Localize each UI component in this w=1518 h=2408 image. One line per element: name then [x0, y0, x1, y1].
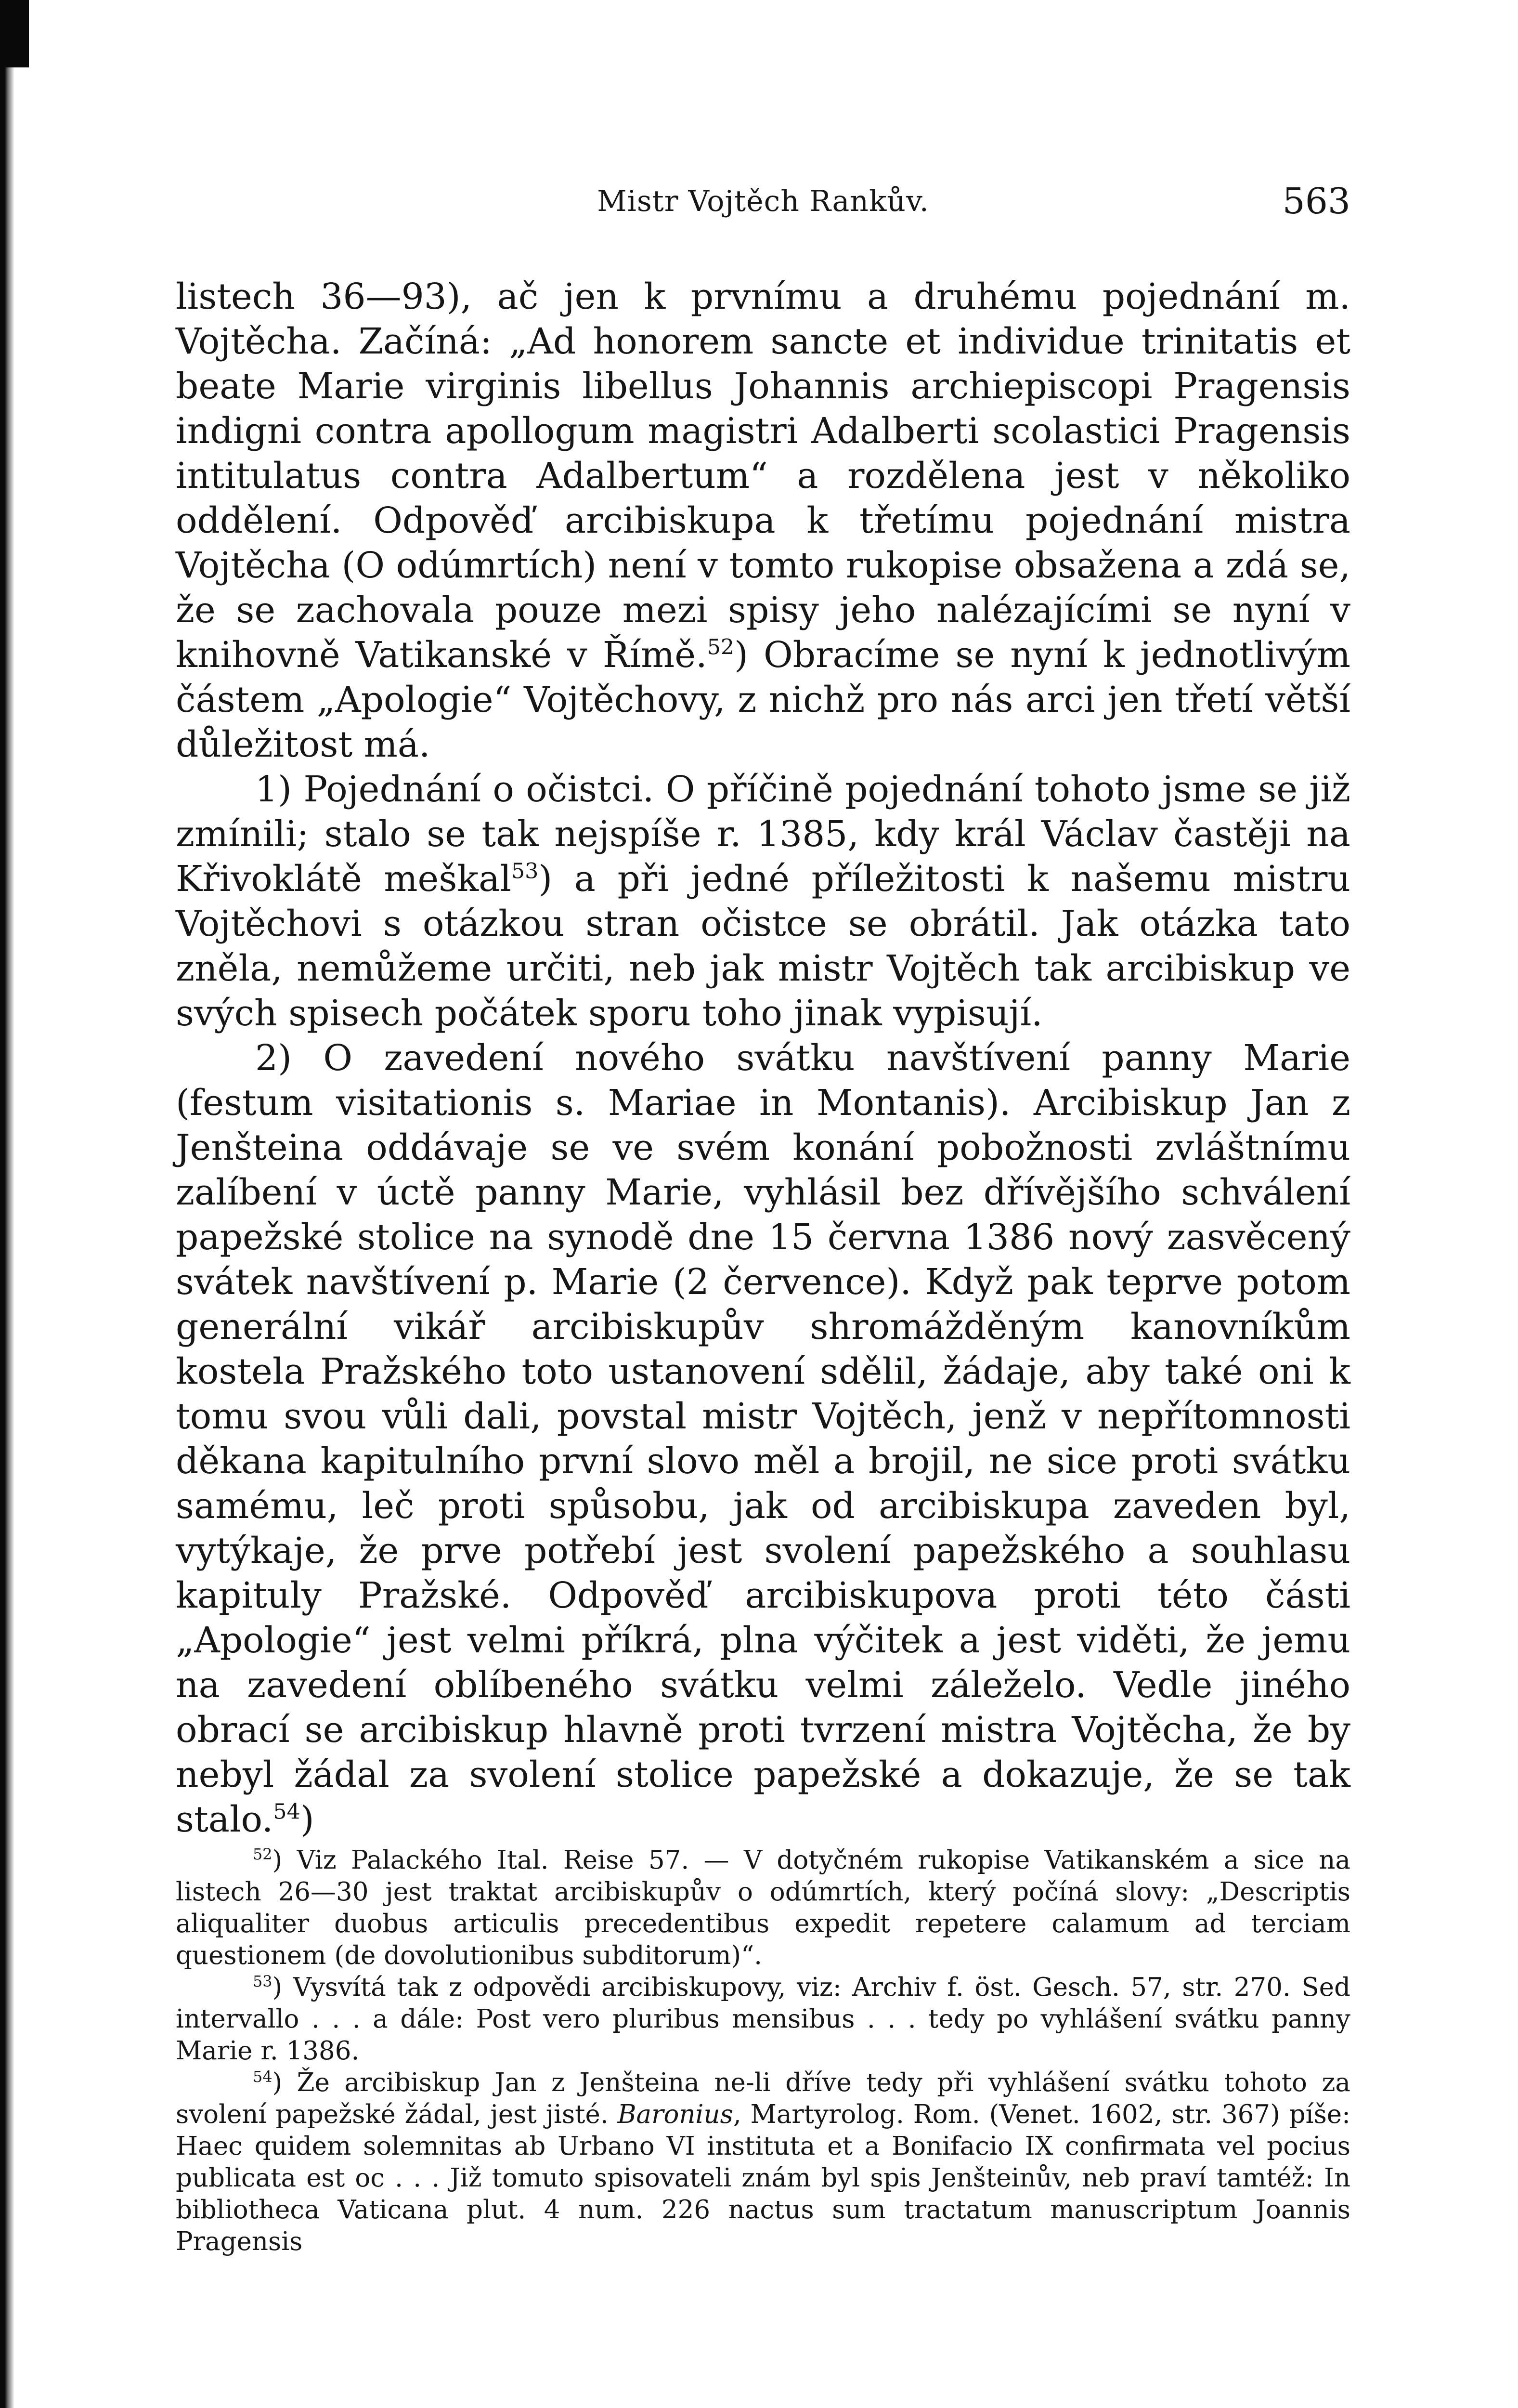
footnote-54 — [176, 2067, 1350, 2258]
footnote-number: 52 — [253, 1845, 272, 1863]
footnote-ref: 52 — [707, 635, 735, 660]
footnote-number: 53 — [253, 1972, 272, 1990]
footnote-number: 54 — [253, 2068, 272, 2086]
footnote-text: , Martyrolog. Rom. (Venet. 1602, str. 367) píše: Haec quidem solemnitas ab Urbano VI instituta et a Bonifacio IX confirmata vel pocius publicata est oc . . . Již tomuto spisovateli znám byl spis Jenšteinův, neb praví tamtéž: In bibliotheca Vaticana plut. 4 num. 226 nactus sum tractatum manuscriptum Joannis Pragensis — [176, 2100, 1350, 2256]
scan-edge — [0, 0, 14, 2408]
paragraph-text: listech 36—93), ač jen k prvnímu a druhému pojednání m. Vojtěcha. Začíná: „Ad honorem sancte et individue trinitatis et beate Marie virginis libellus Johannis archiepiscopi Pragensis indigni contra apollogum magistri Adalberti scolastici Pragensis intitulatus contra Adalbertum“ a rozdělena jest v několiko oddělení. Odpověď arcibiskupa k třetímu pojednání mistra Vojtěcha (O odúmrtích) není v tomto rukopise obsažena a zdá se, že se zachovala pouze mezi spisy jeho nalézajícími se nyní v knihovně Vatikanské v Římě. — [176, 276, 1350, 676]
footnote-52 — [176, 1845, 1350, 1972]
footnote-text: ) Vysvítá tak z odpovědi arcibiskupovy, viz: Archiv f. öst. Gesch. 57, str. 270. Sed intervallo . . . a dále: Post vero pluribus mensibus . . . tedy po vyhlášení svátku panny Marie r. 1386. — [176, 1973, 1350, 2066]
footnote-ref: 53 — [511, 859, 539, 884]
scan-edge-corner — [0, 0, 29, 67]
paragraph-text: 2) O zavedení nového svátku navštívení panny Marie (festum visitationis s. Mariae in Montanis). Arcibiskup Jan z Jenšteina oddávaje se ve svém konání pobožnosti zvláštnímu zalíbení v úctě panny Marie, vyhlásil bez dřívějšího schválení papežské stolice na synodě dne 15 června 1386 nový zasvěcený svátek navštívení p. Marie (2 července). Když pak teprve potom generální vikář arcibiskupův shromážděným kanovníkům kostela Pražského toto ustanovení sdělil, žádaje, aby také oni k tomu svou vůli dali, povstal mistr Vojtěch, jenž v nepřítomnosti děkana kapitulního první slovo měl a brojil, ne sice proti svátku samému, leč proti spůsobu, jak od arcibiskupa zaveden byl, vytýkaje, že prve potřebí jest svolení papežského a souhlasu kapituly Pražské. Odpověď arcibiskupova proti této části „Apologie“ jest velmi příkrá, plna výčitek a jest viděti, že jemu na zavedení oblíbeného svátku velmi záleželo. Vedle jiného obrací se arcibiskup hlavně proti tvrzení mistra Vojtěcha, že by nebyl žádal za svolení stolice papežské a dokazuje, že se tak stalo. — [176, 1037, 1350, 1840]
paragraph-1 — [176, 275, 1350, 767]
paragraph-text: 1) Pojednání o očistci. O příčině pojednání tohoto jsme se již zmínili; stalo se tak nejspíše r. 1385, kdy král Václav častěji na Křivoklátě meškal — [176, 769, 1350, 900]
paragraph-text: ) — [300, 1799, 314, 1840]
paragraph-2 — [176, 767, 1350, 1036]
paragraph-text: ) a při jedné příležitosti k našemu mistru Vojtěchovi s otázkou stran očistce se obrátil. Jak otázka tato zněla, nemůžeme určiti, neb jak mistr Vojtěch tak arcibiskup ve svých spisech počátek sporu toho jinak vypisují. — [176, 858, 1350, 1034]
footnotes — [176, 1845, 1350, 2258]
page-number: 563 — [1282, 181, 1350, 222]
paragraph-text: ) Obracíme se nyní k jednotlivým částem „Apologie“ Vojtěchovy, z nichž pro nás arci jen třetí větší důležitost má. — [176, 634, 1350, 765]
footnote-italic-name: Baronius — [617, 2100, 733, 2129]
footnote-53 — [176, 1972, 1350, 2067]
footnote-ref: 54 — [273, 1799, 300, 1824]
footnote-text: ) Viz Palackého Ital. Reise 57. — V dotyčném rukopise Vatikanském a sice na listech 26—30 jest traktat arcibiskupův o odúmrtích, který počíná slovy: „Descriptis aliqualiter duobus articulis precedentibus expedit repetere calamum ad terciam questionem (de dovolutionibus subditorum)“. — [176, 1845, 1350, 1970]
footnote-text: ) Že arcibiskup Jan z Jenšteina ne-li dříve tedy při vyhlášení svátku tohoto za svolení papežské žádal, jest jisté. — [176, 2068, 1350, 2129]
page-header — [176, 179, 1350, 223]
paragraph-3 — [176, 1036, 1350, 1842]
running-title: Mistr Vojtěch Rankův. — [597, 184, 929, 218]
main-text — [176, 275, 1350, 1842]
